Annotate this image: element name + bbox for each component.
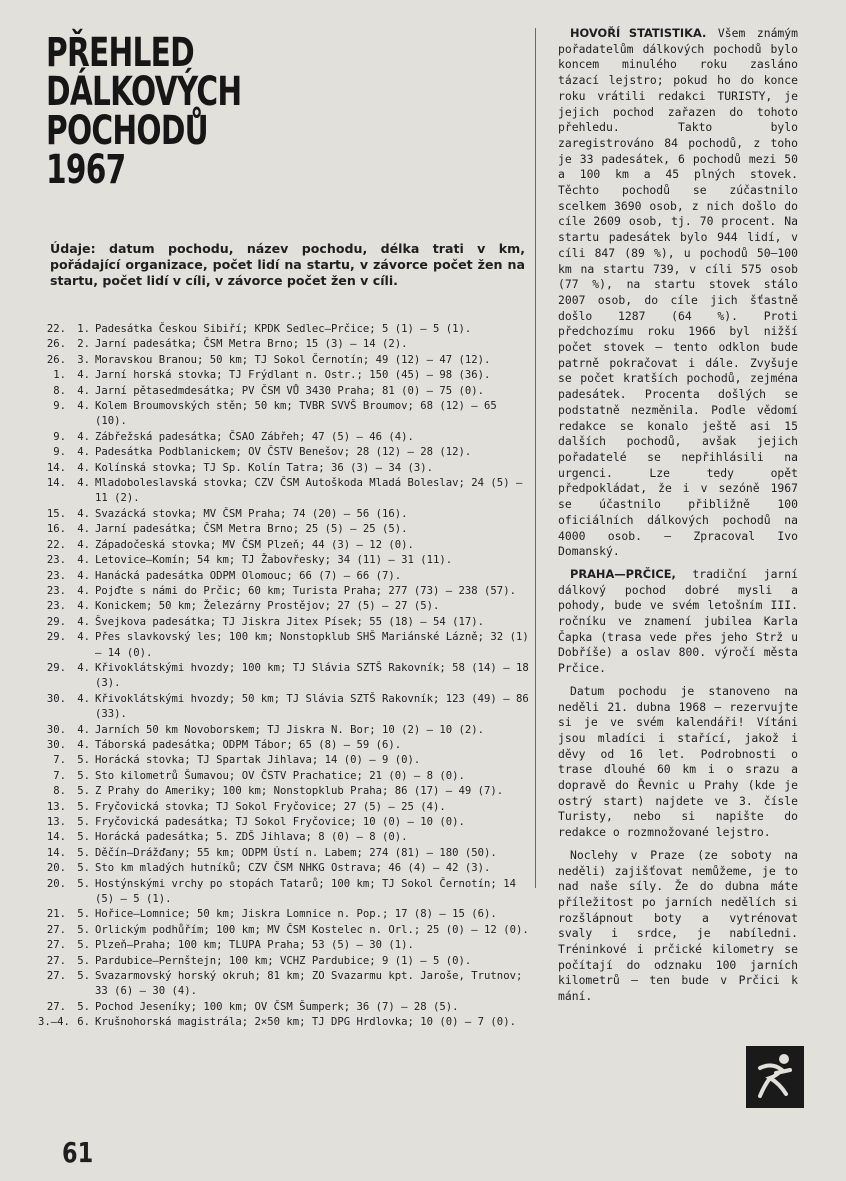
entry-number: 4. — [77, 507, 90, 520]
entry-rank: 23. — [46, 600, 66, 613]
entry-text: Fryčovická padesátka; TJ Sokol Fryčovice; 10 (0) — 10 (0). — [95, 816, 465, 828]
entry-number: 5. — [77, 769, 90, 782]
entry-number: 4. — [77, 384, 90, 397]
right-column — [558, 26, 798, 1005]
entry-text: Konickem; 50 km; Železárny Prostějov; 27 (5) — 27 (5). — [95, 600, 440, 613]
entry-rank: 13. — [46, 800, 66, 813]
entry-text: Jarních 50 km Novoborskem; TJ Jiskra N. Bor; 10 (2) — 10 (2). — [95, 723, 485, 736]
title-line: POCHODŮ — [46, 108, 208, 154]
entry-rank: 27. — [46, 923, 66, 936]
entry-number: 6. — [77, 1016, 90, 1029]
entry-rank: 14. — [46, 831, 66, 844]
entry-text: Moravskou Branou; 50 km; TJ Sokol Černotín; 49 (12) — 47 (12). — [95, 353, 491, 366]
march-list — [38, 322, 530, 1031]
intro-paragraph: Údaje: datum pochodu, název pochodu, délka trati v km, pořádající organizace, počet lidí na startu, v závorce počet žen na startu, počet lidí v cíli, v závorce počet žen v cíli. — [50, 241, 525, 288]
entry-number: 4. — [77, 523, 90, 536]
entry-number: 5. — [77, 1000, 90, 1013]
list-item — [38, 538, 530, 553]
entry-rank: 29. — [46, 615, 66, 628]
entry-number: 4. — [77, 584, 90, 597]
page-number: 61 — [62, 1136, 94, 1169]
entry-rank: 27. — [46, 970, 66, 983]
entry-text: Sto kilometrů Šumavou; OV ČSTV Prachatice; 21 (0) — 8 (0). — [95, 769, 465, 782]
entry-text: Jarní horská stovka; TJ Frýdlant n. Ostr.; 150 (45) — 98 (36). — [95, 369, 491, 382]
list-item — [38, 877, 530, 908]
entry-text: Pardubice—Pernštejn; 100 km; VCHZ Pardubice; 9 (1) — 5 (0). — [95, 954, 472, 967]
entry-number: 1. — [77, 323, 90, 335]
statistics-text: Všem známým pořadatelům dálkových pochodů bylo koncem minulého roku zasláno tázací lejstro; pokud ho do konce roku vrátili redakci TURISTY, je jejich pochod zařazen do tohoto přehledu. Takto bylo zaregistrováno 84 pochodů, z toho je 33 padesátek, 6 pochodů mezi 50 a 100 km a 45 plných stovek. Těchto pochodů se zúčastnilo scelkem 3690 osob, z nich došlo do cíle 2609 osob, tj. 70 procent. Na startu padesátek bylo 944 lidí, v cíli 847 (89 %), u pochodů 50—100 km na startu 739, v cíli 575 osob (77 %), na startu stovek stálo 2007 osob, do cíle jich šťastně došlo 1287 (64 %). Proti předchozímu roku 1966 byl nižší počet stovek — tento odklon bude patrně pokračovat i dále. Zvyšuje se počet kratších pochodů, zejména padesátek. Procenta došlých se podstatně nezměnila. Podle vědomí redakce se konalo ještě asi 15 dalších pochodů, avšak jejich pořadatelé se nepřihlásili na urgenci. Lze tedy opět předpokládat, že i v sezóně 1967 se účastnilo přibližně 100 oficiálních dálkových pochodů na 4000 osob. — Zpracoval Ivo Domanský. — [558, 26, 799, 559]
entry-text: Hořice—Lomnice; 50 km; Jiskra Lomnice n. Pop.; 17 (8) — 15 (6). — [95, 908, 497, 921]
nocleh-paragraph: Noclehy v Praze (ze soboty na neděli) zajišťovat nemůžeme, je to nad naše síly. Že do dubna máte příležitost po jarních nedělích si rozšlápnout boty a vytrénovat svaly i srdce, je nabíledni. Tréninkové i prčické kilometry se počítají do odznaku 100 jarních kilometrů — ten bude v Prčici k mání. — [558, 847, 798, 1004]
list-item — [38, 461, 530, 476]
list-item — [38, 846, 530, 861]
praha-text: tradiční jarní dálkový pochod dobré mysli a pohody, bude ve svém letošním III. ročníku ve znamení jubilea Karla Čapka (trasa vede přes jeho Strž u Dobříše) a oslav 800. výročí města Prčice. — [558, 566, 799, 676]
entry-text: Krušnohorská magistrála; 2×50 km; TJ DPG Hrdlovka; 10 (0) — 7 (0). — [95, 1016, 516, 1029]
entry-rank: 3.—4. — [38, 1016, 70, 1029]
entry-number: 3. — [77, 353, 90, 366]
entry-number: 5. — [77, 800, 90, 813]
entry-rank: 15. — [46, 507, 66, 520]
list-item — [38, 445, 530, 460]
list-item — [38, 830, 530, 845]
entry-number: 5. — [77, 923, 90, 936]
hiker-logo-icon — [746, 1046, 804, 1108]
entry-number: 5. — [77, 846, 90, 859]
entry-rank: 21. — [46, 908, 66, 921]
page-title — [46, 30, 242, 193]
entry-number: 4. — [77, 569, 90, 582]
entry-rank: 27. — [46, 939, 66, 952]
entry-text: Hostýnskými vrchy po stopách Tatarů; 100 km; TJ Sokol Černotín; 14 (5) — 5 (1). — [95, 877, 516, 906]
entry-text: Pochod Jeseníky; 100 km; OV ČSM Šumperk; 36 (7) — 28 (5). — [95, 1000, 459, 1013]
entry-number: 4. — [77, 538, 90, 551]
list-item — [38, 522, 530, 537]
entry-number: 4. — [77, 554, 90, 567]
entry-rank: 27. — [46, 954, 66, 967]
datum-paragraph: Datum pochodu je stanoveno na neděli 21. dubna 1968 — rezervujte si je ve svém kalendáři! Vítáni jsou mladíci i stařící, jakož i děvy od 16 let. Podrobnosti o trase dlouhé 60 km i o srazu a dopravě do Řevnic u Prahy (kde je ostrý start) najdete ve 3. čísle Turisty, nebo si napište do redakce o rozmnožované lejstro. — [558, 683, 798, 840]
entry-text: Horácká stovka; TJ Spartak Jihlava; 14 (0) — 9 (0). — [95, 754, 421, 767]
entry-rank: 26. — [46, 353, 66, 366]
entry-text: Jarní pětasedmdesátka; PV ČSM VŮ 3430 Praha; 81 (0) — 75 (0). — [95, 384, 485, 397]
entry-number: 5. — [77, 954, 90, 967]
list-item — [38, 615, 530, 630]
entry-text: Padesátka Podblanickem; OV ČSTV Benešov; 28 (12) — 28 (12). — [95, 446, 472, 459]
list-item — [38, 584, 530, 599]
list-item — [38, 861, 530, 876]
entry-number: 4. — [77, 692, 90, 705]
list-item — [38, 384, 530, 399]
list-item — [38, 630, 530, 661]
entry-number: 4. — [77, 446, 90, 459]
entry-text: Kolem Broumovských stěn; 50 km; TVBR SVVŠ Broumov; 68 (12) — 65 (10). — [95, 400, 497, 428]
entry-number: 4. — [77, 631, 90, 644]
entry-number: 4. — [77, 615, 90, 628]
entry-number: 5. — [77, 877, 90, 890]
entry-number: 4. — [77, 738, 90, 751]
entry-rank: 9. — [53, 446, 66, 459]
list-item — [38, 353, 530, 368]
entry-rank: 7. — [53, 754, 66, 767]
entry-number: 4. — [77, 400, 90, 413]
entry-rank: 16. — [46, 523, 66, 536]
entry-number: 4. — [77, 477, 90, 490]
entry-text: Táborská padesátka; ODPM Tábor; 65 (8) — 59 (6). — [95, 738, 402, 751]
entry-text: Kolínská stovka; TJ Sp. Kolín Tatra; 36 (3) — 34 (3). — [95, 461, 434, 474]
entry-text: Mladoboleslavská stovka; CZV ČSM Autoškoda Mladá Boleslav; 24 (5) — 11 (2). — [95, 477, 523, 505]
entry-rank: 23. — [46, 569, 66, 582]
entry-number: 4. — [77, 369, 90, 382]
entry-text: Jarní padesátka; ČSM Metra Brno; 25 (5) — 25 (5). — [95, 523, 408, 536]
entry-number: 5. — [77, 970, 90, 983]
entry-number: 4. — [77, 661, 90, 674]
entry-rank: 22. — [46, 323, 66, 335]
entry-rank: 26. — [46, 338, 66, 351]
entry-number: 5. — [77, 831, 90, 844]
entry-text: Děčín—Drážďany; 55 km; ODPM Ústí n. Labem; 274 (81) — 180 (50). — [95, 846, 497, 859]
entry-rank: 14. — [46, 846, 66, 859]
entry-number: 5. — [77, 754, 90, 767]
statistics-paragraph — [558, 26, 798, 560]
entry-text: Padesátka Českou Sibiří; KPDK Sedlec—Prčice; 5 (1) — 5 (1). — [95, 323, 472, 335]
list-item — [38, 954, 530, 969]
entry-number: 5. — [77, 862, 90, 875]
list-item — [38, 1000, 530, 1015]
entry-text: Křivoklátskými hvozdy; 50 km; TJ Slávia SZTŠ Rakovník; 123 (49) — 86 (33). — [95, 692, 529, 721]
entry-rank: 27. — [46, 1000, 66, 1013]
entry-rank: 30. — [46, 692, 66, 705]
entry-text: Orlickým podhůřím; 100 km; MV ČSM Kostelec n. Orl.; 25 (0) — 12 (0). — [95, 923, 529, 936]
entry-number: 4. — [77, 600, 90, 613]
list-item — [38, 507, 530, 522]
list-item — [38, 599, 530, 614]
praha-header: PRAHA—PRČICE, — [570, 566, 676, 581]
list-item — [38, 569, 530, 584]
entry-text: Svazácká stovka; MV ČSM Praha; 74 (20) — 56 (16). — [95, 507, 408, 520]
entry-rank: 9. — [53, 430, 66, 443]
entry-rank: 29. — [46, 631, 66, 644]
entry-rank: 9. — [53, 400, 66, 413]
entry-text: Z Prahy do Ameriky; 100 km; Nonstopklub Praha; 86 (17) — 49 (7). — [95, 785, 504, 798]
list-item — [38, 784, 530, 799]
entry-number: 5. — [77, 816, 90, 828]
entry-rank: 23. — [46, 554, 66, 567]
entry-text: Horácká padesátka; 5. ZDŠ Jihlava; 8 (0) — 8 (0). — [95, 831, 408, 844]
list-item — [38, 476, 530, 507]
entry-text: Pojďte s námi do Prčic; 60 km; Turista Praha; 277 (73) — 238 (57). — [95, 584, 516, 597]
list-item — [38, 969, 530, 1000]
entry-text: Letovice—Komín; 54 km; TJ Žabovřesky; 34 (11) — 31 (11). — [95, 554, 453, 567]
entry-number: 5. — [77, 908, 90, 921]
list-item — [38, 322, 530, 337]
entry-rank: 23. — [46, 584, 66, 597]
column-divider — [535, 28, 536, 888]
entry-rank: 1. — [53, 369, 66, 382]
entry-text: Přes slavkovský les; 100 km; Nonstopklub SHŠ Mariánské Lázně; 32 (1) — 14 (0). — [95, 631, 529, 659]
entry-number: 4. — [77, 461, 90, 474]
list-item — [38, 738, 530, 753]
statistics-header: HOVOŘÍ STATISTIKA. — [570, 26, 707, 40]
list-item — [38, 923, 530, 938]
title-line: PŘEHLED — [46, 30, 194, 76]
entry-text: Západočeská stovka; MV ČSM Plzeň; 44 (3) — 12 (0). — [95, 538, 414, 551]
list-item — [38, 430, 530, 445]
title-line: 1967 — [46, 147, 126, 193]
entry-text: Hanácká padesátka ODPM Olomouc; 66 (7) — 66 (7). — [95, 569, 402, 582]
entry-number: 5. — [77, 939, 90, 952]
list-item — [38, 399, 530, 430]
list-item — [38, 753, 530, 768]
list-item — [38, 938, 530, 953]
list-item — [38, 907, 530, 922]
entry-rank: 20. — [46, 877, 66, 890]
entry-rank: 22. — [46, 538, 66, 551]
entry-text: Švejkova padesátka; TJ Jiskra Jitex Písek; 55 (18) — 54 (17). — [95, 615, 485, 628]
entry-text: Fryčovická stovka; TJ Sokol Fryčovice; 27 (5) — 25 (4). — [95, 800, 446, 813]
list-item — [38, 800, 530, 815]
entry-rank: 14. — [46, 461, 66, 474]
praha-paragraph — [558, 567, 798, 677]
entry-number: 4. — [77, 430, 90, 443]
entry-rank: 8. — [53, 785, 66, 798]
entry-text: Sto km mladých hutníků; CZV ČSM NHKG Ostrava; 46 (4) — 42 (3). — [95, 862, 491, 875]
list-item — [38, 723, 530, 738]
entry-rank: 20. — [46, 862, 66, 875]
list-item — [38, 1015, 530, 1030]
entry-rank: 29. — [46, 661, 66, 674]
list-item — [38, 337, 530, 352]
entry-number: 2. — [77, 338, 90, 351]
entry-rank: 14. — [46, 477, 66, 490]
title-line: DÁLKOVÝCH — [46, 69, 242, 115]
list-item — [38, 661, 530, 692]
entry-rank: 30. — [46, 723, 66, 736]
entry-text: Plzeň—Praha; 100 km; TLUPA Praha; 53 (5) — 30 (1). — [95, 939, 414, 952]
entry-text: Svazarmovský horský okruh; 81 km; ZO Svazarmu kpt. Jaroše, Trutnov; 33 (6) — 30 (4). — [95, 970, 523, 998]
list-item — [38, 815, 530, 830]
list-item — [38, 769, 530, 784]
entry-rank: 13. — [46, 816, 66, 828]
entry-rank: 8. — [53, 384, 66, 397]
entry-text: Jarní padesátka; ČSM Metra Brno; 15 (3) — 14 (2). — [95, 338, 408, 351]
entry-rank: 30. — [46, 738, 66, 751]
list-item — [38, 368, 530, 383]
entry-number: 5. — [77, 785, 90, 798]
entry-text: Křivoklátskými hvozdy; 100 km; TJ Slávia SZTŠ Rakovník; 58 (14) — 18 (3). — [95, 661, 529, 690]
entry-text: Zábřežská padesátka; ČSAO Zábřeh; 47 (5) — 46 (4). — [95, 430, 414, 443]
list-item — [38, 692, 530, 723]
entry-rank: 7. — [53, 769, 66, 782]
list-item — [38, 553, 530, 568]
entry-number: 4. — [77, 723, 90, 736]
